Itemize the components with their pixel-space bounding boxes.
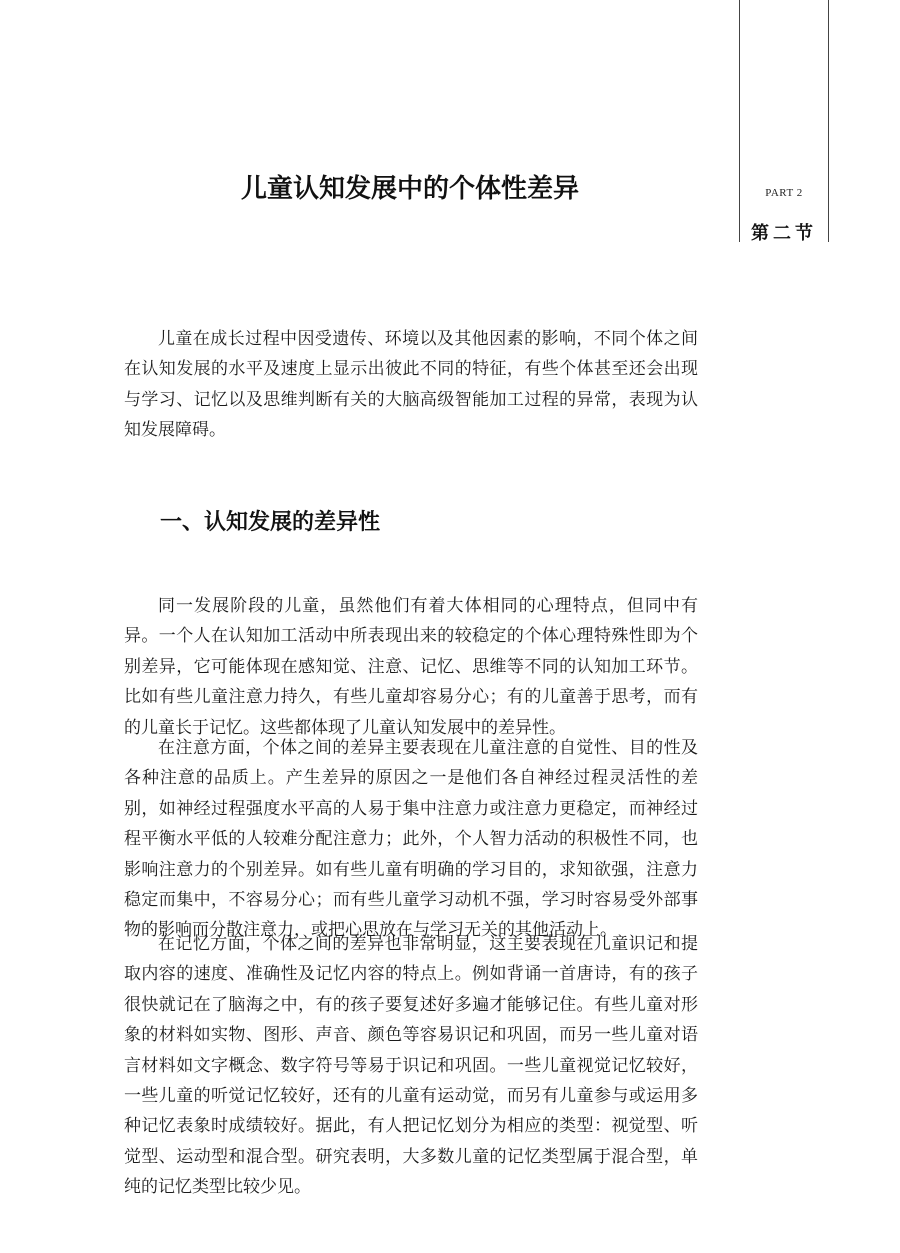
part-label: PART 2 — [765, 187, 803, 199]
page-title: 儿童认知发展中的个体性差异 — [240, 174, 579, 204]
sidebar-divider-left — [739, 0, 740, 242]
body-paragraph-3: 在记忆方面，个体之间的差异也非常明显，这主要表现在儿童识记和提取内容的速度、准确性及记忆内容的特点上。例如背诵一首唐诗，有的孩子很快就记在了脑海之中，有的孩子要复述好多遍才能够记住。有些儿童对形象的材料如实物、图形、声音、颜色等容易识记和巩固，而另一些儿童对语言材料如文字概念、数字符号等易于识记和巩固。一些儿童视觉记忆较好，一些儿童的听觉记忆较好，还有的儿童有运动觉，而另有儿童参与或运用多种记忆表象时成绩较好。据此，有人把记忆划分为相应的类型：视觉型、听觉型、运动型和混合型。研究表明，大多数儿童的记忆类型属于混合型，单纯的记忆类型比较少见。 — [124, 934, 698, 1198]
body-paragraph-1: 同一发展阶段的儿童，虽然他们有着大体相同的心理特点，但同中有异。一个人在认知加工活动中所表现出来的较稳定的个体心理特殊性即为个别差异，它可能体现在感知觉、注意、记忆、思维等不同的认知加工环节。比如有些儿童注意力持久，有些儿童却容易分心；有的儿童善于思考，而有的儿童长于记忆。这些都体现了儿童认知发展中的差异性。 — [124, 596, 698, 738]
section-heading: 一、认知发展的差异性 — [160, 510, 381, 535]
sidebar-divider-right — [828, 0, 829, 242]
section-label: 第二节 — [751, 223, 817, 244]
body-paragraph-2: 在注意方面，个体之间的差异主要表现在儿童注意的自觉性、目的性及各种注意的品质上。产生差异的原因之一是他们各自神经过程灵活性的差别，如神经过程强度水平高的人易于集中注意力或注意力更稳定，而神经过程平衡水平低的人较难分配注意力；此外，个人智力活动的积极性不同，也影响注意力的个别差异。如有些儿童有明确的学习目的，求知欲强，注意力稳定而集中，不容易分心；而有些儿童学习动机不强，学习时容易受外部事物的影响而分散注意力，或把心思放在与学习无关的其他活动上。 — [124, 738, 698, 941]
intro-paragraph: 儿童在成长过程中因受遗传、环境以及其他因素的影响，不同个体之间在认知发展的水平及速度上显示出彼此不同的特征，有些个体甚至还会出现与学习、记忆以及思维判断有关的大脑高级智能加工过程的异常，表现为认知发展障碍。 — [124, 329, 698, 441]
